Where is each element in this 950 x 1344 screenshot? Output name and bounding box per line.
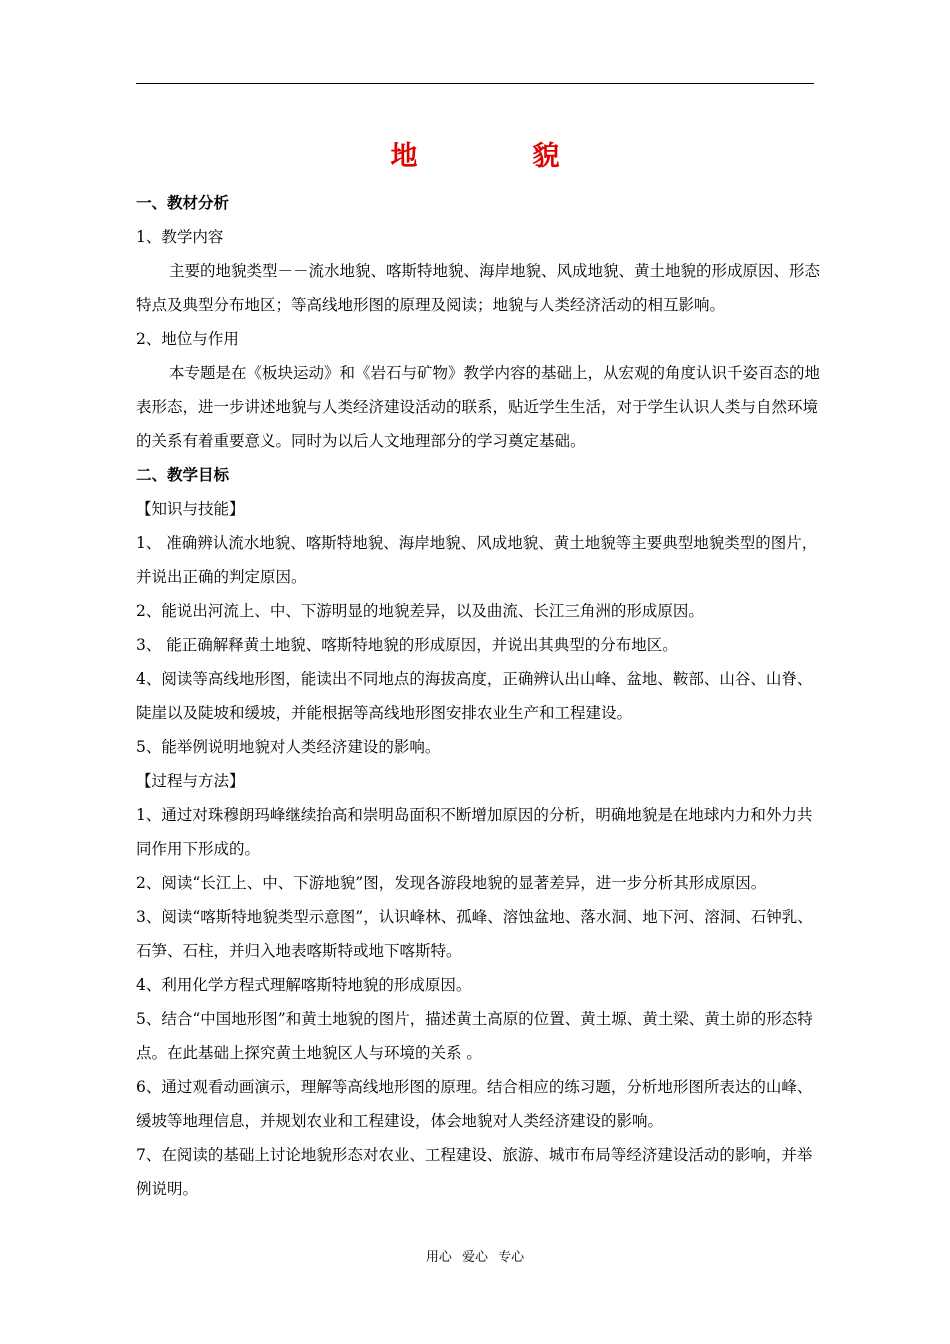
page-title: 地 貌 [390, 141, 604, 172]
document-body [136, 186, 820, 1206]
list-item: 5、能举例说明地貌对人类经济建设的影响。 [136, 738, 441, 756]
subheading: 【过程与方法】 [136, 772, 245, 790]
subheading: 【知识与技能】 [136, 500, 245, 518]
list-item: 2、能说出河流上、中、下游明显的地貌差异，以及曲流、长江三角洲的形成原因。 [136, 602, 704, 620]
list-item: 7、在阅读的基础上讨论地貌形态对农业、工程建设、旅游、城市布局等经济建设活动的影响，并举例说明。 [136, 1146, 813, 1198]
section-heading: 一、教材分析 [136, 194, 230, 212]
page-footer: 用心 爱心 专心 [425, 1250, 525, 1265]
list-item: 1、通过对珠穆朗玛峰继续抬高和崇明岛面积不断增加原因的分析，明确地貌是在地球内力和外力共同作用下形成的。 [136, 806, 813, 858]
list-item: 6、通过观看动画演示，理解等高线地形图的原理。结合相应的练习题，分析地形图所表达的山峰、缓坡等地理信息，并规划农业和工程建设，体会地貌对人类经济建设的影响。 [136, 1078, 813, 1130]
section-heading: 二、教学目标 [136, 466, 230, 484]
list-item: 4、利用化学方程式理解喀斯特地貌的形成原因。 [136, 976, 472, 994]
subheading: 2、地位与作用 [136, 330, 239, 348]
list-item: 1、 准确辨认流水地貌、喀斯特地貌、海岸地貌、风成地貌、黄土地貌等主要典型地貌类型的图片，并说出正确的判定原因。 [136, 534, 818, 586]
subheading: 1、教学内容 [136, 228, 224, 246]
paragraph: 主要的地貌类型－－流水地貌、喀斯特地貌、海岸地貌、风成地貌、黄土地貌的形成原因、形态特点及典型分布地区；等高线地形图的原理及阅读；地貌与人类经济活动的相互影响。 [136, 262, 821, 314]
header-rule [136, 83, 814, 84]
paragraph: 本专题是在《板块运动》和《岩石与矿物》教学内容的基础上，从宏观的角度认识千姿百态的地表形态，进一步讲述地貌与人类经济建设活动的联系，贴近学生生活，对于学生认识人类与自然环境的关系有着重要意义。同时为以后人文地理部分的学习奠定基础。 [136, 364, 821, 450]
list-item: 4、阅读等高线地形图，能读出不同地点的海拔高度，正确辨认出山峰、盆地、鞍部、山谷、山脊、陡崖以及陡坡和缓坡，并能根据等高线地形图安排农业生产和工程建设。 [136, 670, 813, 722]
list-item: 3、阅读“喀斯特地貌类型示意图”，认识峰林、孤峰、溶蚀盆地、落水洞、地下河、溶洞、石钟乳、石笋、石柱，并归入地表喀斯特或地下喀斯特。 [136, 908, 813, 960]
list-item: 2、阅读“长江上、中、下游地貌”图，发现各游段地貌的显著差异，进一步分析其形成原因。 [136, 874, 767, 892]
list-item: 5、结合“中国地形图”和黄土地貌的图片，描述黄土高原的位置、黄土塬、黄土梁、黄土峁的形态特点。在此基础上探究黄土地貌区人与环境的关系 。 [136, 1010, 813, 1062]
list-item: 3、 能正确解释黄土地貌、喀斯特地貌的形成原因，并说出其典型的分布地区。 [136, 636, 678, 654]
